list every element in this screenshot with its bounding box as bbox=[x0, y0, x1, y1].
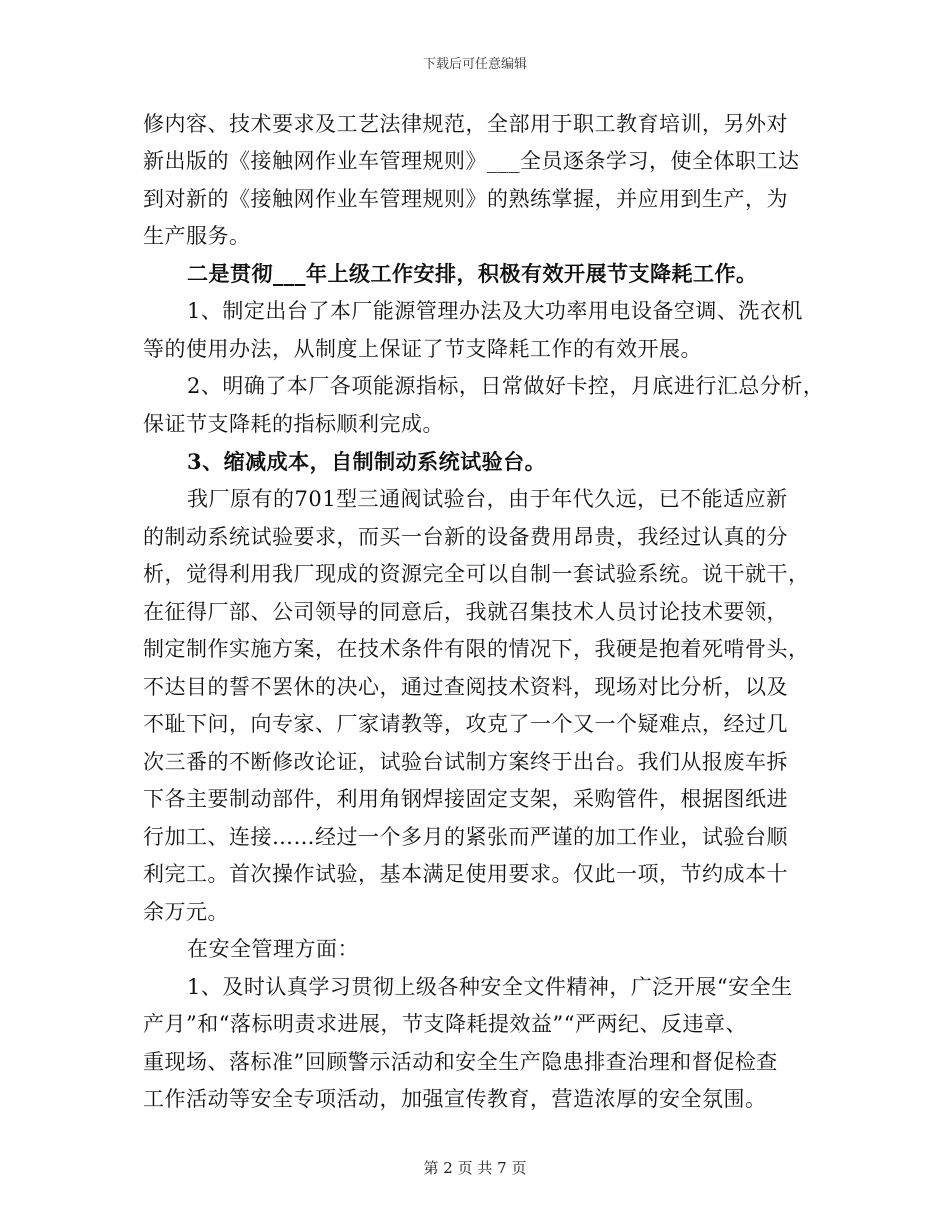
body-line: 下各主要制动部件，利用角钢焊接固定支架，采购管件，根据图纸进 bbox=[143, 787, 788, 811]
body-line: 产月”和“落标明责求进展，节支降耗提效益”“严两纪、反违章、 bbox=[143, 1012, 747, 1036]
body-line: 析，觉得利用我厂现成的资源完全可以自制一套试验系统。说干就干， bbox=[143, 562, 810, 586]
body-line: 等的使用办法，从制度上保证了节支降耗工作的有效开展。 bbox=[143, 337, 702, 361]
body-line: 不达目的誓不罢休的决心，通过查阅技术资料，现场对比分析，以及 bbox=[143, 675, 788, 699]
body-line: 次三番的不断修改论证，试验台试制方案终于出台。我们从报废车拆 bbox=[143, 750, 788, 774]
body-line: 制定制作实施方案，在技术条件有限的情况下，我硬是抱着死啃骨头， bbox=[143, 637, 810, 661]
page-header: 下载后可任意编辑 bbox=[422, 57, 527, 72]
body-line: 余万元。 bbox=[143, 900, 229, 924]
body-line: 生产服务。 bbox=[143, 224, 251, 248]
body-line: 到对新的《接触网作业车管理规则》的熟练掌握，并应用到生产，为 bbox=[143, 187, 788, 211]
body-line: 修内容、技术要求及工艺法律规范，全部用于职工教育培训，另外对 bbox=[143, 112, 788, 136]
body-line: 1、及时认真学习贯彻上级各种安全文件精神，广泛开展“安全生 bbox=[187, 975, 793, 999]
section-heading: 二是贯彻___年上级工作安排，积极有效开展节支降耗工作。 bbox=[187, 261, 758, 286]
body-line: 2、明确了本厂各项能源指标，日常做好卡控，月底进行汇总分析， bbox=[187, 374, 825, 398]
body-line: 行加工、连接……经过一个多月的紧张而严谨的加工作业，试验台顺 bbox=[143, 825, 788, 849]
body-line: 在征得厂部、公司领导的同意后，我就召集技术人员讨论技术要领， bbox=[143, 600, 788, 624]
body-line: 重现场、落标准”回顾警示活动和安全生产隐患排查治理和督促检查 bbox=[143, 1050, 778, 1074]
section-heading: 3、缩减成本，自制制动系统试验台。 bbox=[187, 449, 547, 474]
body-line: 在安全管理方面： bbox=[187, 937, 359, 961]
page-number: 第 2 页 共 7 页 bbox=[423, 1159, 527, 1177]
body-line: 工作活动等安全专项活动，加强宣传教育，营造浓厚的安全氛围。 bbox=[143, 1087, 767, 1111]
body-line: 的制动系统试验要求，而买一台新的设备费用昂贵，我经过认真的分 bbox=[143, 525, 788, 549]
body-line: 保证节支降耗的指标顺利完成。 bbox=[143, 412, 444, 436]
body-line: 新出版的《接触网作业车管理规则》___全员逐条学习，使全体职工达 bbox=[143, 149, 800, 173]
body-line: 不耻下问，向专家、厂家请教等，攻克了一个又一个疑难点，经过几 bbox=[143, 712, 788, 736]
body-line: 1、制定出台了本厂能源管理办法及大功率用电设备空调、洗衣机 bbox=[187, 299, 803, 323]
body-line: 我厂原有的701型三通阀试验台，由于年代久远，已不能适应新 bbox=[187, 487, 788, 511]
body-line: 利完工。首次操作试验，基本满足使用要求。仅此一项，节约成本十 bbox=[143, 862, 788, 886]
